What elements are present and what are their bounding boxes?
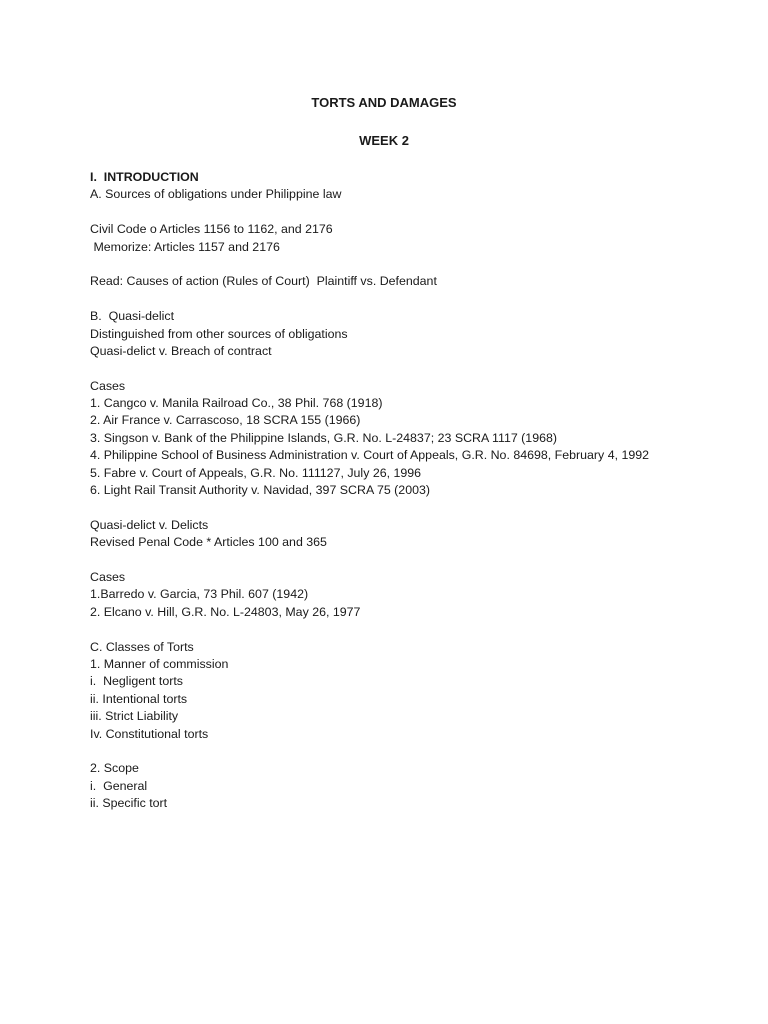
document-line: C. Classes of Torts: [90, 639, 194, 654]
document-line: Civil Code o Articles 1156 to 1162, and 2176: [90, 222, 333, 237]
blank-line: [90, 499, 750, 516]
week-heading: WEEK 2: [359, 133, 409, 148]
document-line: 4. Philippine School of Business Administration v. Court of Appeals, G.R. No. 84698, February 4, 1992: [90, 448, 650, 463]
blank-line: [90, 621, 750, 638]
document-line: Memorize: Articles 1157 and 2176: [90, 239, 280, 254]
document-line: 5. Fabre v. Court of Appeals, G.R. No. 111127, July 26, 1996: [90, 465, 422, 480]
document-line: Quasi-delict v. Delicts: [90, 517, 209, 532]
document-line: i. Negligent torts: [90, 674, 183, 689]
document-line: iii. Strict Liability: [90, 709, 179, 724]
document-line: Read: Causes of action (Rules of Court) Plaintiff vs. Defendant: [90, 274, 437, 289]
blank-line: [90, 256, 750, 273]
blank-line: [90, 291, 750, 308]
document-line: 6. Light Rail Transit Authority v. Navidad, 397 SCRA 75 (2003): [90, 483, 431, 498]
document-line: A. Sources of obligations under Philippine law: [90, 187, 342, 202]
document-line: 1. Cangco v. Manila Railroad Co., 38 Phil. 768 (1918): [90, 396, 383, 411]
document-line: 1. Manner of commission: [90, 656, 229, 671]
blank-line: [90, 360, 750, 377]
document-line: Cases: [90, 569, 126, 584]
blank-line: [90, 743, 750, 760]
document-line: 1.Barredo v. Garcia, 73 Phil. 607 (1942): [90, 587, 309, 602]
document-line: Quasi-delict v. Breach of contract: [90, 343, 272, 358]
document-line: 2. Elcano v. Hill, G.R. No. L-24803, May 26, 1977: [90, 604, 361, 619]
document-line: ii. Intentional torts: [90, 691, 188, 706]
document-line: Iv. Constitutional torts: [90, 726, 209, 741]
document-title: TORTS AND DAMAGES: [311, 95, 457, 110]
document-line: 2. Air France v. Carrascoso, 18 SCRA 155 (1966): [90, 413, 361, 428]
document-body: [90, 169, 750, 812]
document-line: ii. Specific tort: [90, 796, 168, 811]
document-line: i. General: [90, 778, 148, 793]
blank-line: [90, 204, 750, 221]
document-line: Revised Penal Code * Articles 100 and 365: [90, 535, 327, 550]
document-line: Distinguished from other sources of obligations: [90, 326, 348, 341]
document-line: 2. Scope: [90, 761, 139, 776]
blank-line: [90, 552, 750, 569]
document-line: 3. Singson v. Bank of the Philippine Islands, G.R. No. L-24837; 23 SCRA 1117 (1968): [90, 430, 557, 445]
document-line: Cases: [90, 378, 126, 393]
document-line: I. INTRODUCTION: [90, 170, 199, 184]
document-line: B. Quasi-delict: [90, 309, 175, 324]
